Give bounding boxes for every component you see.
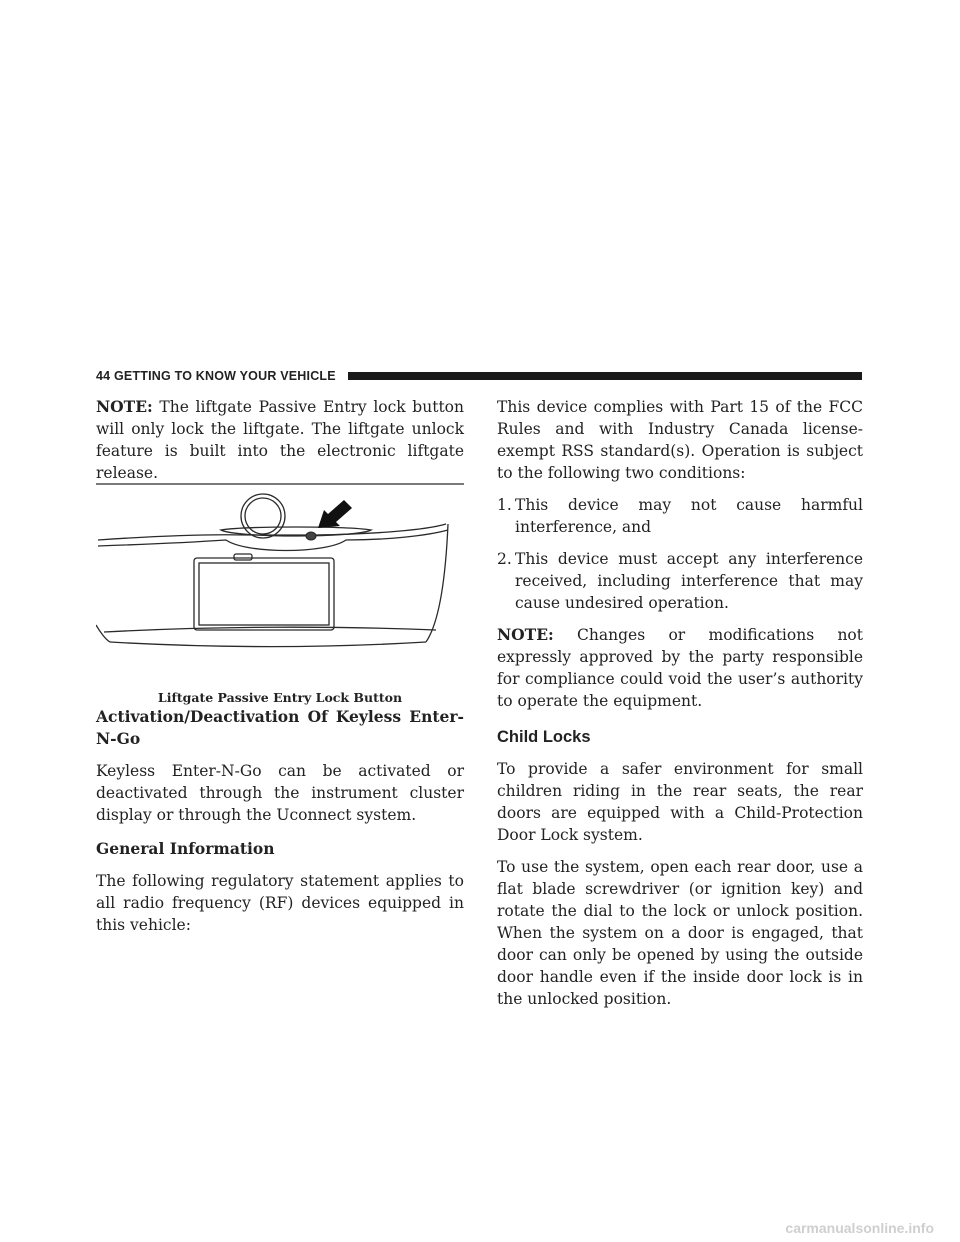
liftgate-lower-trim bbox=[98, 530, 448, 551]
heading-child-locks: Child Locks bbox=[497, 728, 591, 746]
note-text: The liftgate Passive Entry lock button will only lock the liftgate. The liftgate unlock feature is built into the electronic liftgate release. bbox=[96, 398, 464, 482]
liftgate-right-side bbox=[426, 524, 448, 642]
left-column-lower bbox=[96, 706, 464, 936]
note-changes bbox=[497, 624, 863, 712]
left-column bbox=[96, 396, 464, 484]
liftgate-left-side bbox=[96, 625, 110, 642]
para-general: The following regulatory statement applies to all radio frequency (RF) devices equipped in this vehicle: bbox=[96, 872, 464, 934]
right-column bbox=[497, 396, 863, 1010]
list-number: 1. bbox=[497, 496, 512, 514]
para-fcc: This device complies with Part 15 of the FCC Rules and with Industry Canada license-exempt RSS standard(s). Operation is subject to the following two conditions: bbox=[497, 398, 863, 482]
para-activation: Keyless Enter-N-Go can be activated or deactivated through the instrument cluster display or through the Uconnect system. bbox=[96, 762, 464, 824]
heading-general: General Information bbox=[96, 839, 275, 858]
rear-camera-emblem bbox=[241, 494, 285, 538]
watermark: carmanualsonline.info bbox=[785, 1220, 934, 1236]
list-item bbox=[497, 494, 863, 538]
license-plate-inner bbox=[199, 563, 329, 625]
pointer-arrow-icon bbox=[318, 500, 352, 528]
liftgate-illustration bbox=[96, 480, 464, 655]
license-plate-frame bbox=[194, 558, 334, 630]
list-number: 2. bbox=[497, 550, 512, 568]
figure-caption: Liftgate Passive Entry Lock Button bbox=[157, 690, 403, 705]
para-child-locks-2: To use the system, open each rear door, use a flat blade screwdriver (or ignition key) and rotate the dial to the lock or unlock position. When the system on a door is engaged, that door can only be opened by using the outside door handle even if the inside door lock is in the unlocked position. bbox=[497, 858, 863, 1008]
note-label: NOTE: bbox=[497, 625, 554, 644]
list-text: This device must accept any interference received, including interference that may cause undesired operation. bbox=[515, 550, 863, 612]
footer bbox=[0, 1212, 960, 1242]
note-text: Changes or modifications not expressly approved by the party responsible for compliance could void the user’s authority to operate the equipment. bbox=[497, 626, 863, 710]
liftgate-bottom-edge bbox=[110, 642, 426, 647]
note-label: NOTE: bbox=[96, 397, 153, 416]
header-rule bbox=[348, 372, 862, 380]
note-liftgate bbox=[96, 396, 464, 484]
para-child-locks-1: To provide a safer environment for small children riding in the rear seats, the rear doors are equipped with a Child-Protection Door Lock system. bbox=[497, 760, 863, 844]
list-text: This device may not cause harmful interference, and bbox=[515, 496, 863, 536]
list-item bbox=[497, 548, 863, 614]
running-header bbox=[96, 368, 862, 384]
page-number-and-section: 44 GETTING TO KNOW YOUR VEHICLE bbox=[96, 369, 336, 383]
heading-activation: Activation/Deactivation Of Keyless Enter-N-Go bbox=[96, 707, 464, 748]
lock-button bbox=[306, 532, 316, 540]
